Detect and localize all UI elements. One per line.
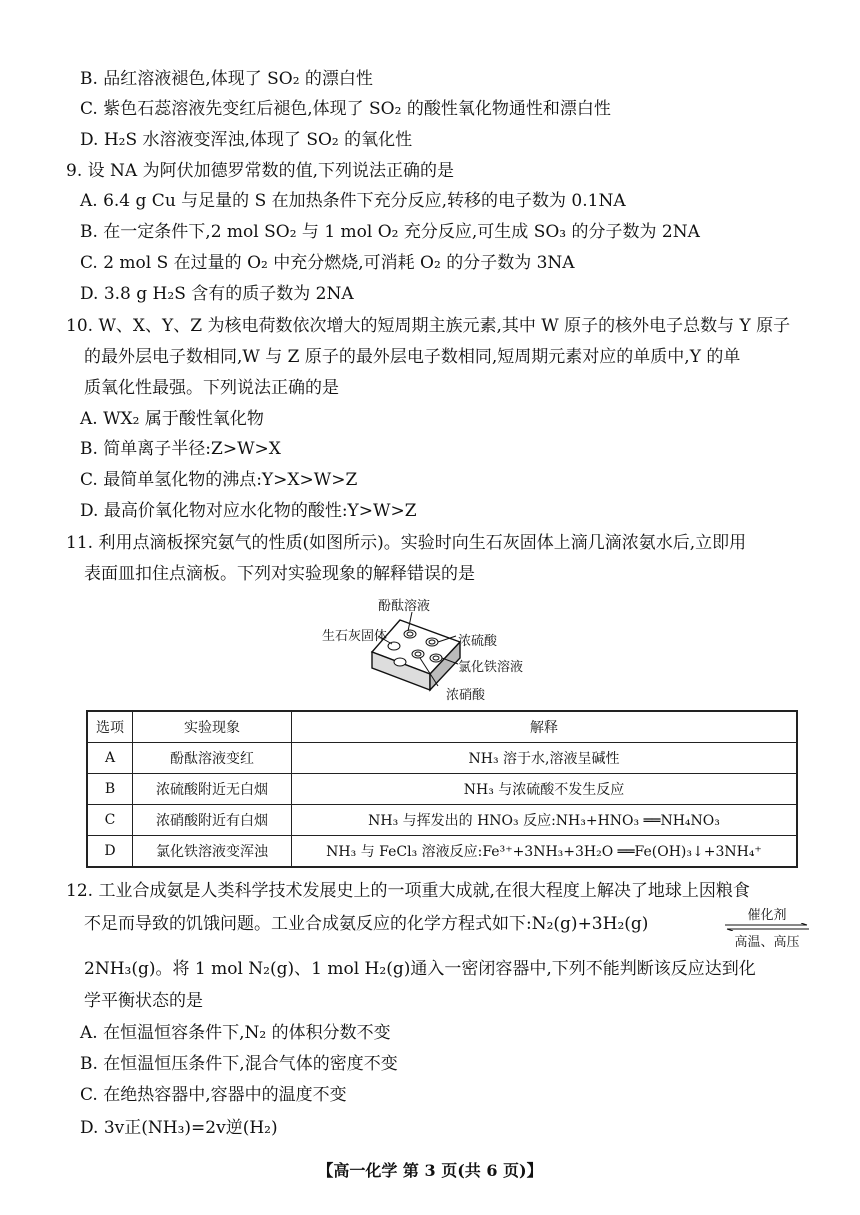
table-row bbox=[87, 743, 797, 774]
q10-stem-line2: 的最外层电子数相同,W 与 Z 原子的最外层电子数相同,短周期元素对应的单质中,Y 的单 bbox=[84, 347, 741, 367]
label-quicklime: 生石灰固体 bbox=[322, 629, 388, 644]
q12-option-c: C. 在绝热容器中,容器中的温度不变 bbox=[80, 1085, 347, 1105]
q12-stem-line4: 学平衡状态的是 bbox=[84, 991, 203, 1011]
q8-option-c: C. 紫色石蕊溶液先变红后褪色,体现了 SO₂ 的酸性氧化物通性和漂白性 bbox=[80, 99, 611, 119]
q10-option-b: B. 简单离子半径:Z>W>X bbox=[80, 439, 281, 459]
label-ferric-chloride: 氯化铁溶液 bbox=[458, 660, 524, 675]
q12-option-d: D. 3v正(NH₃)=2v逆(H₂) bbox=[80, 1118, 278, 1138]
table-cell-option: B bbox=[87, 774, 133, 805]
table-cell-option: C bbox=[87, 805, 133, 836]
q9-option-c: C. 2 mol S 在过量的 O₂ 中充分燃烧,可消耗 O₂ 的分子数为 3NA bbox=[80, 253, 575, 273]
conditions-label: 高温、高压 bbox=[734, 935, 800, 950]
q10-stem-line1: 10. W、X、Y、Z 为核电荷数依次增大的短周期主族元素,其中 W 原子的核外电子总数与 Y 原子 bbox=[66, 316, 791, 336]
table-cell-explanation: NH₃ 与 FeCl₃ 溶液反应:Fe³⁺+3NH₃+3H₂O ══Fe(OH)₃↓+3NH₄⁺ bbox=[292, 836, 798, 868]
label-conc-nitric-acid: 浓硝酸 bbox=[446, 688, 486, 703]
table-cell-phenomenon: 浓硝酸附近有白烟 bbox=[133, 805, 292, 836]
q8-option-d: D. H₂S 水溶液变浑浊,体现了 SO₂ 的氧化性 bbox=[80, 130, 413, 150]
q12-stem-line1: 12. 工业合成氨是人类科学技术发展史上的一项重大成就,在很大程度上解决了地球上因粮食 bbox=[66, 881, 750, 901]
table-cell-explanation: NH₃ 与挥发出的 HNO₃ 反应:NH₃+HNO₃ ══NH₄NO₃ bbox=[292, 805, 798, 836]
table-row bbox=[87, 805, 797, 836]
q9-option-d: D. 3.8 g H₂S 含有的质子数为 2NA bbox=[80, 284, 354, 304]
q9-option-a: A. 6.4 g Cu 与足量的 S 在加热条件下充分反应,转移的电子数为 0.1NA bbox=[80, 191, 626, 211]
q11-stem-line1: 11. 利用点滴板探究氨气的性质(如图所示)。实验时向生石灰固体上滴几滴浓氨水后,立即用 bbox=[66, 533, 747, 553]
reaction-arrow bbox=[723, 904, 811, 950]
q12-stem-line3: 2NH₃(g)。将 1 mol N₂(g)、1 mol H₂(g)通入一密闭容器中,下列不能判断该反应达到化 bbox=[84, 959, 756, 979]
q10-option-d: D. 最高价氧化物对应水化物的酸性:Y>W>Z bbox=[80, 501, 417, 521]
equilibrium-arrow-icon bbox=[723, 923, 811, 931]
table-cell-option: A bbox=[87, 743, 133, 774]
q12-option-a: A. 在恒温恒容条件下,N₂ 的体积分数不变 bbox=[80, 1023, 391, 1043]
table-cell-phenomenon: 酚酞溶液变红 bbox=[133, 743, 292, 774]
table-cell-explanation: NH₃ 与浓硫酸不发生反应 bbox=[292, 774, 798, 805]
table-header-explanation: 解释 bbox=[292, 711, 798, 743]
q9-stem: 9. 设 NA 为阿伏加德罗常数的值,下列说法正确的是 bbox=[66, 161, 454, 181]
q10-option-a: A. WX₂ 属于酸性氧化物 bbox=[80, 409, 264, 429]
page-footer: 【高一化学 第 3 页(共 6 页)】 bbox=[317, 1161, 543, 1180]
table-cell-explanation: NH₃ 溶于水,溶液呈碱性 bbox=[292, 743, 798, 774]
q8-option-b: B. 品红溶液褪色,体现了 SO₂ 的漂白性 bbox=[80, 69, 373, 89]
table-cell-phenomenon: 氯化铁溶液变浑浊 bbox=[133, 836, 292, 868]
q10-option-c: C. 最简单氢化物的沸点:Y>X>W>Z bbox=[80, 470, 358, 490]
table-row bbox=[87, 774, 797, 805]
table-header-phenomenon: 实验现象 bbox=[133, 711, 292, 743]
q10-stem-line3: 质氧化性最强。下列说法正确的是 bbox=[84, 378, 339, 398]
label-conc-sulfuric-acid: 浓硫酸 bbox=[458, 634, 498, 649]
table-row bbox=[87, 836, 797, 868]
label-phenolphthalein: 酚酞溶液 bbox=[378, 599, 431, 614]
table-header-option: 选项 bbox=[87, 711, 133, 743]
catalyst-label: 催化剂 bbox=[747, 908, 787, 923]
q9-option-b: B. 在一定条件下,2 mol SO₂ 与 1 mol O₂ 充分反应,可生成 SO₃ 的分子数为 2NA bbox=[80, 222, 700, 242]
table-cell-phenomenon: 浓硫酸附近无白烟 bbox=[133, 774, 292, 805]
table-cell-option: D bbox=[87, 836, 133, 868]
q12-stem-line2: 不足而导致的饥饿问题。工业合成氨反应的化学方程式如下:N₂(g)+3H₂(g) bbox=[84, 914, 649, 934]
table-header-row bbox=[87, 711, 797, 743]
experiment-table bbox=[86, 710, 798, 868]
q11-stem-line2: 表面皿扣住点滴板。下列对实验现象的解释错误的是 bbox=[84, 564, 475, 584]
q12-option-b: B. 在恒温恒压条件下,混合气体的密度不变 bbox=[80, 1054, 398, 1074]
